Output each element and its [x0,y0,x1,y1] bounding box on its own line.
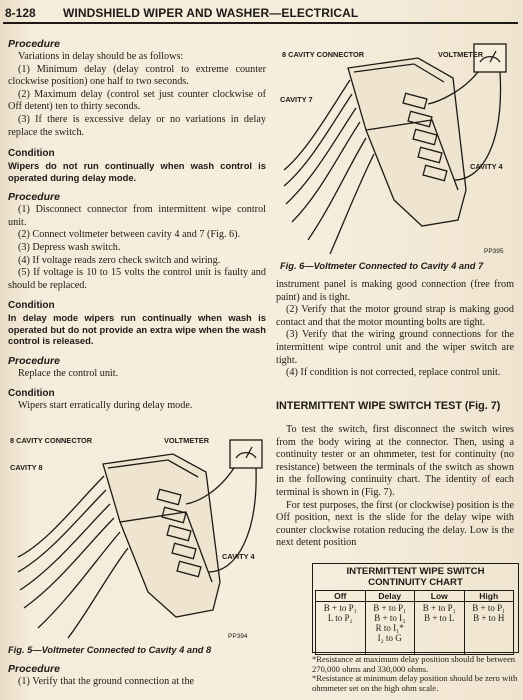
condition-heading: Condition [8,388,55,400]
page-title: WINDSHIELD WIPER AND WASHER—ELECTRICAL [63,6,359,20]
condition-heading: Condition [8,300,55,312]
chart-title-line: INTERMITTENT WIPE SWITCH [346,566,485,577]
procedure-line: (3) Depress wash switch. [18,241,121,253]
procedure-line: (1) Minimum delay (delay control to extreme counter clockwise position) one half to two seconds. [8,63,266,88]
chart-title [313,566,518,588]
condition-text: In delay mode wipers run continually when wash is operated but do not provide an extra wipe when the wash control is released. [8,312,266,347]
header-rule [3,22,518,24]
cell-line: B + to P₁ [373,603,407,613]
condition-text: Wipers start erratically during delay mode. [18,400,193,412]
figure-5 [8,432,270,672]
label-connector: 8 CAVITY CONNECTOR [282,50,365,59]
cell-line: R to I₁* [375,623,404,633]
figure-code: PP395 [484,248,504,255]
label-cavity: CAVITY 4 [470,162,503,171]
procedure-line: instrument panel is making good connection (free from paint) and is tight. [276,279,514,303]
procedure-line: (1) Verify that the ground connection at the [18,676,195,687]
column-header: Off [316,591,366,602]
page-number: 8-128 [5,6,36,20]
table-cell [415,602,465,655]
procedure-line: (2) Maximum delay (control set just counter clockwise of Off detent) ten to thirty seconds. [8,88,266,113]
condition-text: Wipers do not run continually when wash control is operated during delay mode. [8,160,266,183]
procedure-line: (3) Verify that the wiring ground connections for the intermittent wipe control unit and the wiper switch are tight. [276,329,514,366]
continuity-chart [312,563,519,653]
figure-6 [278,30,518,280]
label-cavity: CAVITY 8 [10,463,43,472]
chart-title-line: CONTINUITY CHART [368,577,463,588]
procedure-heading: Procedure [8,354,60,367]
chart-note: *Resistance at maximum delay position should be between 270,000 ohms and 330,000 ohms. [312,654,516,674]
cell-line: B + to L [424,613,455,623]
column-header: Low [415,591,465,602]
procedure-line: (4) If voltage reads zero check switch and wiring. [18,254,221,266]
chart-note: *Resistance at minimum delay position should be zero with ohmmeter set on the high ohm scale. [312,673,518,693]
cell-line: L to P₂ [327,613,353,623]
label-cavity: CAVITY 7 [280,95,313,104]
procedure-line: (2) Connect voltmeter between cavity 4 and 7 (Fig. 6). [18,229,241,241]
section-paragraph: To test the switch, first disconnect the switch wires from the body wiring at the connector. Then, using a continuity tester or an ohmmeter, test for continuity (no resistance) between the terminals of the switch as shown in the following continuity chart. The identity of each terminal is shown in (Fig. 7). [276,424,514,498]
table-cell [464,602,514,655]
cell-line: B + to H [473,613,505,623]
cell-line: B + to P₁ [422,603,456,613]
procedure-heading: Procedure [8,191,60,204]
column-header: High [464,591,514,602]
figure-5-drawing [8,432,270,642]
left-column-lower [8,663,266,689]
label-voltmeter: VOLTMETER [164,436,210,445]
section-heading: INTERMITTENT WIPE SWITCH TEST (Fig. 7) [276,400,501,412]
table-cell [365,602,415,655]
right-column-lower [276,424,514,550]
procedure-line: (2) Verify that the motor ground strap is making good contact and that the motor mounting bolts are tight. [276,304,514,328]
cell-line: I₂ to G [377,633,402,643]
figure-6-drawing [278,30,518,258]
procedure-line: (1) Disconnect connector from intermittent wipe control unit. [8,204,266,228]
page-header [3,3,518,23]
label-cavity: CAVITY 4 [222,552,255,561]
procedure-line: (4) If condition is not corrected, replace control unit. [286,367,501,379]
right-column-upper [276,279,514,380]
cell-line: B + to P₁ [472,603,506,613]
figure-caption: Fig. 5—Voltmeter Connected to Cavity 4 and 8 [8,645,212,655]
procedure-line: (3) If there is excessive delay or no variations in delay replace the switch. [8,113,266,138]
condition-heading: Condition [8,148,55,160]
label-voltmeter: VOLTMETER [438,50,484,59]
procedure-line: Variations in delay should be as follows: [18,51,184,62]
figure-code: PP394 [228,633,248,640]
procedure-heading: Procedure [8,663,60,675]
chart-notes [312,655,518,693]
continuity-table [315,590,514,655]
procedure-line: (5) If voltage is 10 to 15 volts the control unit is faulty and should be replaced. [8,267,266,291]
cell-line: B + to P₁ [323,603,357,613]
procedure-line: Replace the control unit. [18,367,119,379]
section-paragraph: For test purposes, the first (or clockwise) position is the Off position, next is the slide for the delay wipe with counter clockwise rotation reducing the delay. Low is the next detent position [276,499,514,549]
table-cell [316,602,366,655]
label-connector: 8 CAVITY CONNECTOR [10,436,93,445]
procedure-heading: Procedure [8,38,60,50]
column-header: Delay [365,591,415,602]
cell-line: B + to I₃ [374,613,406,623]
figure-caption: Fig. 6—Voltmeter Connected to Cavity 4 and 7 [280,261,484,271]
left-column-upper [8,38,266,413]
